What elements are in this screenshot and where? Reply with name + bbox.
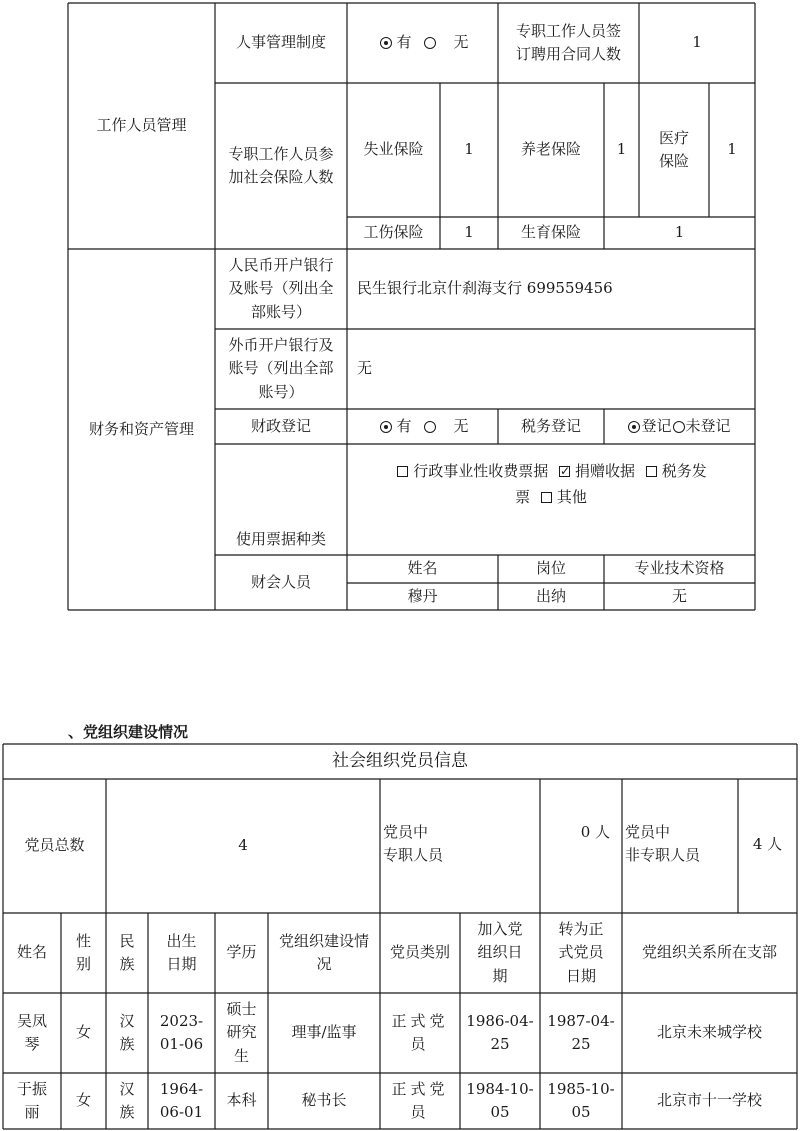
party-total-label: 党员总数 xyxy=(24,836,85,855)
fulltime-members-label: 党员中 专职人员 xyxy=(383,823,444,865)
hr-yes-radio-icon[interactable] xyxy=(380,37,392,49)
member-1-party-role: 理事/监事 xyxy=(291,1023,357,1042)
ticket-types-label: 使用票据种类 xyxy=(235,529,326,548)
accountant-post: 出纳 xyxy=(535,586,566,605)
hr-system-options[interactable]: 有 无 xyxy=(347,3,498,83)
ticket-types-options: 行政事业性收费票据 ✓ 捐赠收据 税务发 票 其他 xyxy=(347,444,755,555)
accountant-label: 财会人员 xyxy=(250,572,311,591)
pension-value: 1 xyxy=(616,140,627,159)
col-header-member-type: 党员类别 xyxy=(389,943,450,962)
member-1-education: 硕士研究生 xyxy=(226,1000,257,1065)
party-total-value: 4 xyxy=(238,836,248,855)
col-header-ethnicity: 民族 xyxy=(119,931,135,973)
pension-label: 养老保险 xyxy=(520,140,581,159)
member-2-branch: 北京市十一学校 xyxy=(656,1091,762,1110)
unemployment-label: 失业保险 xyxy=(363,140,424,159)
member-2-education: 本科 xyxy=(226,1091,257,1110)
rmb-account-label: 人民币开户银行及账号（列出全部账号） xyxy=(228,256,334,321)
col-header-party-building: 党组织建设情况 xyxy=(278,931,369,973)
parttime-members-label: 党员中 非专职人员 xyxy=(625,823,701,865)
tax-registration-label: 税务登记 xyxy=(520,416,581,435)
medical-label: 医疗保险 xyxy=(658,128,689,170)
accountant-header-qualification: 专业技术资格 xyxy=(634,559,725,578)
rmb-account-value: 民生银行北京什刹海支行 699559456 xyxy=(357,279,613,298)
member-1-birthdate: 2023-01-06 xyxy=(159,1011,204,1053)
col-header-full-member-date: 转为正式党员日期 xyxy=(558,920,604,985)
hr-no-radio-icon[interactable] xyxy=(424,37,436,49)
finance-section-label: 财务和资产管理 xyxy=(88,419,194,438)
maternity-value: 1 xyxy=(674,223,685,242)
injury-label: 工伤保险 xyxy=(363,223,424,242)
col-header-join-date: 加入党组织日期 xyxy=(477,920,523,985)
member-2-name: 于振丽 xyxy=(16,1079,47,1121)
unemployment-value: 1 xyxy=(464,140,474,159)
col-header-name: 姓名 xyxy=(16,943,47,962)
tax-invoice-checkbox-icon[interactable] xyxy=(646,466,657,477)
injury-value: 1 xyxy=(464,223,474,242)
insurance-label: 专职工作人员参加社会保险人数 xyxy=(228,144,334,186)
fx-account-value: 无 xyxy=(357,359,373,378)
member-1-branch: 北京未来城学校 xyxy=(656,1023,762,1042)
member-1-ethnicity: 汉族 xyxy=(119,1011,135,1053)
tax-registered-radio-icon[interactable] xyxy=(628,421,640,433)
fiscal-no-radio-icon[interactable] xyxy=(424,421,436,433)
member-1-full-member-date: 1987-04-25 xyxy=(547,1011,615,1053)
member-1-join-date: 1986-04-25 xyxy=(466,1011,534,1053)
col-header-branch: 党组织关系所在支部 xyxy=(641,943,777,962)
parttime-members-value: 4 人 xyxy=(752,835,783,853)
member-1-member-type: 正式党员 xyxy=(391,1011,449,1053)
contract-count-label: 专职工作人员签订聘用合同人数 xyxy=(515,21,621,63)
contract-count-value: 1 xyxy=(692,33,702,52)
donation-receipt-checkbox-icon[interactable] xyxy=(559,466,570,477)
col-header-gender: 性别 xyxy=(75,931,91,973)
fulltime-members-value: 0 人 xyxy=(580,823,610,841)
fiscal-registration-label: 财政登记 xyxy=(250,416,311,435)
tax-unregistered-radio-icon[interactable] xyxy=(673,421,685,433)
accountant-qualification: 无 xyxy=(671,586,687,605)
member-1-gender: 女 xyxy=(75,1023,91,1042)
member-2-birthdate: 1964-06-01 xyxy=(159,1079,204,1121)
admin-fee-checkbox-icon[interactable] xyxy=(397,466,408,477)
fiscal-registration-options[interactable]: 有 无 xyxy=(347,409,498,444)
member-2-ethnicity: 汉族 xyxy=(119,1079,135,1121)
other-checkbox-icon[interactable] xyxy=(541,492,552,503)
maternity-label: 生育保险 xyxy=(520,223,581,242)
member-2-party-role: 秘书长 xyxy=(301,1091,347,1110)
hr-system-label: 人事管理制度 xyxy=(235,33,326,52)
member-1-name: 吴凤琴 xyxy=(16,1011,47,1053)
party-table-title: 社会组织党员信息 xyxy=(332,751,468,772)
member-2-join-date: 1984-10-05 xyxy=(466,1079,534,1121)
col-header-education: 学历 xyxy=(226,943,257,962)
col-header-birthdate: 出生日期 xyxy=(166,931,197,973)
staff-section-label: 工作人员管理 xyxy=(96,116,187,135)
accountant-header-name: 姓名 xyxy=(407,559,438,578)
member-2-member-type: 正式党员 xyxy=(391,1079,449,1121)
tax-registration-options[interactable]: 登记 未登记 xyxy=(604,409,755,444)
member-2-gender: 女 xyxy=(75,1091,91,1110)
accountant-header-post: 岗位 xyxy=(535,559,566,578)
fiscal-yes-radio-icon[interactable] xyxy=(380,421,392,433)
medical-value: 1 xyxy=(727,140,737,159)
accountant-name: 穆丹 xyxy=(407,586,438,605)
member-2-full-member-date: 1985-10-05 xyxy=(547,1079,615,1121)
fx-account-label: 外币开户银行及账号（列出全部账号） xyxy=(228,336,334,401)
party-section-heading: 、党组织建设情况 xyxy=(68,723,189,741)
